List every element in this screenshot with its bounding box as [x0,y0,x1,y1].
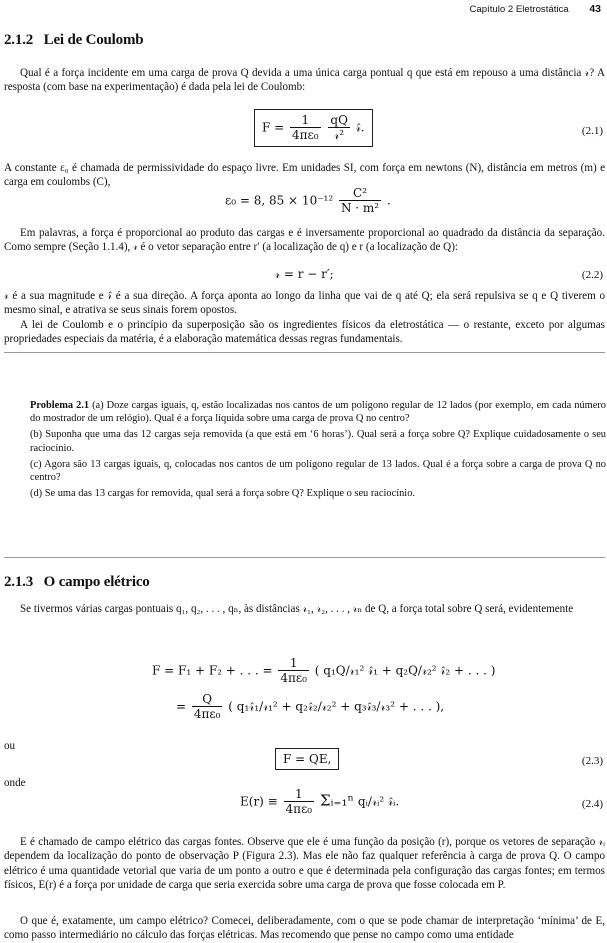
equation-total-force-line2: = $\frac{Q}{\text{4πε₀}}$ ( q₁𝓇̂₁/𝓇₁² + q₂𝓇̂₂/𝓇₂² + q₃𝓇̂₃/𝓇₃² + . . . ), [176,692,445,722]
section-heading-electric-field [4,575,150,589]
equation-box: F = $\frac{1}{\text{4πε₀}}$ $\frac{qQ}{\text{𝓇²}}$ 𝓇̂. [254,109,373,147]
equation-separation-vector: 𝓇 = r − r′; [275,267,334,281]
equation-total-force: F = F₁ + F₂ + . . . = $\frac{1}{\text{4πε₀}}$ ( q₁Q/𝓇₁² 𝓇̂₁ + q₂Q/𝓇₂² 𝓇̂₂ + . . . ) [152,656,496,686]
fraction: $\frac{1}{\text{4πε₀}}$ [292,113,319,143]
problem-2-1 [30,399,606,503]
section-number: 2.1.2 [4,32,34,48]
divider [4,352,605,353]
divider [4,557,605,558]
summation-symbol: Σᵢ₌₁ⁿ [319,791,354,810]
equation-number: (2.4) [581,798,603,810]
problem-part-a: Problema 2.1 (a) Doze cargas iguais, q, estão localizadas nos cantos de um polígono regular de 12 lados (por exemplo, em cada número do mostrador de um relógio). Qual é a força líquida sobre uma carga de prova Q no centro? [30,400,607,425]
fraction: $\frac{qQ}{\text{𝓇²}}$ [330,113,348,143]
paragraph-separation: Em palavras, a força é proporcional ao produto das cargas e é inversamente proporcional ao quadrado da distância da separação. Como sempre (Seção 1.1.4), 𝓇 é o vetor separação entre r′ (a localização de q) e r (a localização de Q): [4,227,605,254]
problem-part-c: (c) Agora são 13 cargas iguais, q, colocadas nos cantos de um polígono regular de 13 lados. Qual é a força sobre a carga de prova Q no centro? [30,458,606,484]
paragraph-electric-field-def: E é chamado de campo elétrico das cargas fontes. Observe que ele é uma função da posição (r), porque os vetores de separação 𝓇ᵢ dependem da localização do ponto de observação P (Figura 2.3). Mas ele não faz qualquer referência à carga de prova Q. O campo elétrico é uma quantidade vetorial que varia de um ponto a outro e que é determinada pela configuração das cargas fontes; em termos físicos, E(r) é a força por unidade de carga que seria exercida sobre uma carga de prova que fosse colocada em P. [4,836,605,891]
equation-number: (2.2) [581,269,603,281]
problem-part-d: (d) Se uma das 13 cargas for removida, qual será a força sobre Q? Explique o seu raciocínio. [30,488,415,500]
problem-part-b: (b) Suponha que uma das 12 cargas seja removida (a que está em ‘6 horas’). Qual será a força sobre Q? Explique cuidadosamente o seu raciocínio. [30,429,606,454]
fraction: $\frac{1}{\text{4πε₀}}$ [280,656,307,686]
fraction: $\frac{\text{C²}}{\text{N · m²}}$ [340,186,380,216]
equation-box: F = QE, [275,748,339,770]
section-title: O campo elétrico [43,574,150,590]
paragraph-multiple-charges: Se tivermos várias cargas pontuais q₁, q₂, . . . , qₙ, às distâncias 𝓇₁, 𝓇₂, . . . , 𝓇ₙ de Q, a força total sobre Q será, evidentemente [20,603,574,615]
paragraph-superposition: A lei de Coulomb e o princípio da superposição são os ingredientes físicos da eletrostática — o restante, exceto por algumas propriedades especiais da matéria, é a elaboração matemática dessas regras fundamentais. [4,319,605,346]
section-title: Lei de Coulomb [43,32,144,48]
paragraph-magnitude: 𝓇 é a sua magnitude e 𝓇̂ é a sua direção. A força aponta ao longo da linha que vai de q até Q; ela será repulsiva se q e Q tiverem o mesmo sinal, e atrativa se seus sinais forem opostos. [4,290,605,317]
equation-number: (2.1) [581,125,603,137]
fraction: $\frac{Q}{\text{4πε₀}}$ [193,692,221,722]
chapter-title: Capítulo 2 Eletrostática [469,4,569,15]
section-number: 2.1.3 [4,574,34,590]
paragraph-intro: Qual é a força incidente em uma carga de prova Q devida a uma única carga pontual q que está em repouso a uma distância 𝓇? A resposta (com base na experimentação) é dada pela lei de Coulomb: [4,67,605,94]
running-header [469,2,601,17]
equation-electric-field: E(r) ≡ $\frac{1}{\text{4πε₀}}$ Σᵢ₌₁ⁿ qᵢ/𝓇ᵢ² 𝓇̂ᵢ. [240,787,400,817]
paragraph-permittivity: A constante ε₀ é chamada de permissividade do espaço livre. Em unidades SI, com força em newtons (N), distância em metros (m) e carga em coulombs (C), [4,162,605,189]
word-onde: onde [4,777,26,789]
paragraph-what-is-field: O que é, exatamente, um campo elétrico? Comecei, deliberadamente, com o que se pode chamar de interpretação ‘mínima’ de E, como passo intermediário no cálculo das forças elétricas. Mas recomendo que pense no campo como uma entidade [4,915,605,942]
word-ou: ou [4,740,16,752]
section-heading-coulomb [4,33,143,47]
equation-epsilon: ε₀ = 8, 85 × 10⁻¹² $\frac{\text{C²}}{\text{N · m²}}$ . [225,186,391,216]
fraction: $\frac{1}{\text{4πε₀}}$ [285,787,313,817]
page-number: 43 [589,3,601,15]
equation-number: (2.3) [581,755,603,767]
equation-coulomb-law [254,109,373,147]
equation-force-field [275,748,339,770]
